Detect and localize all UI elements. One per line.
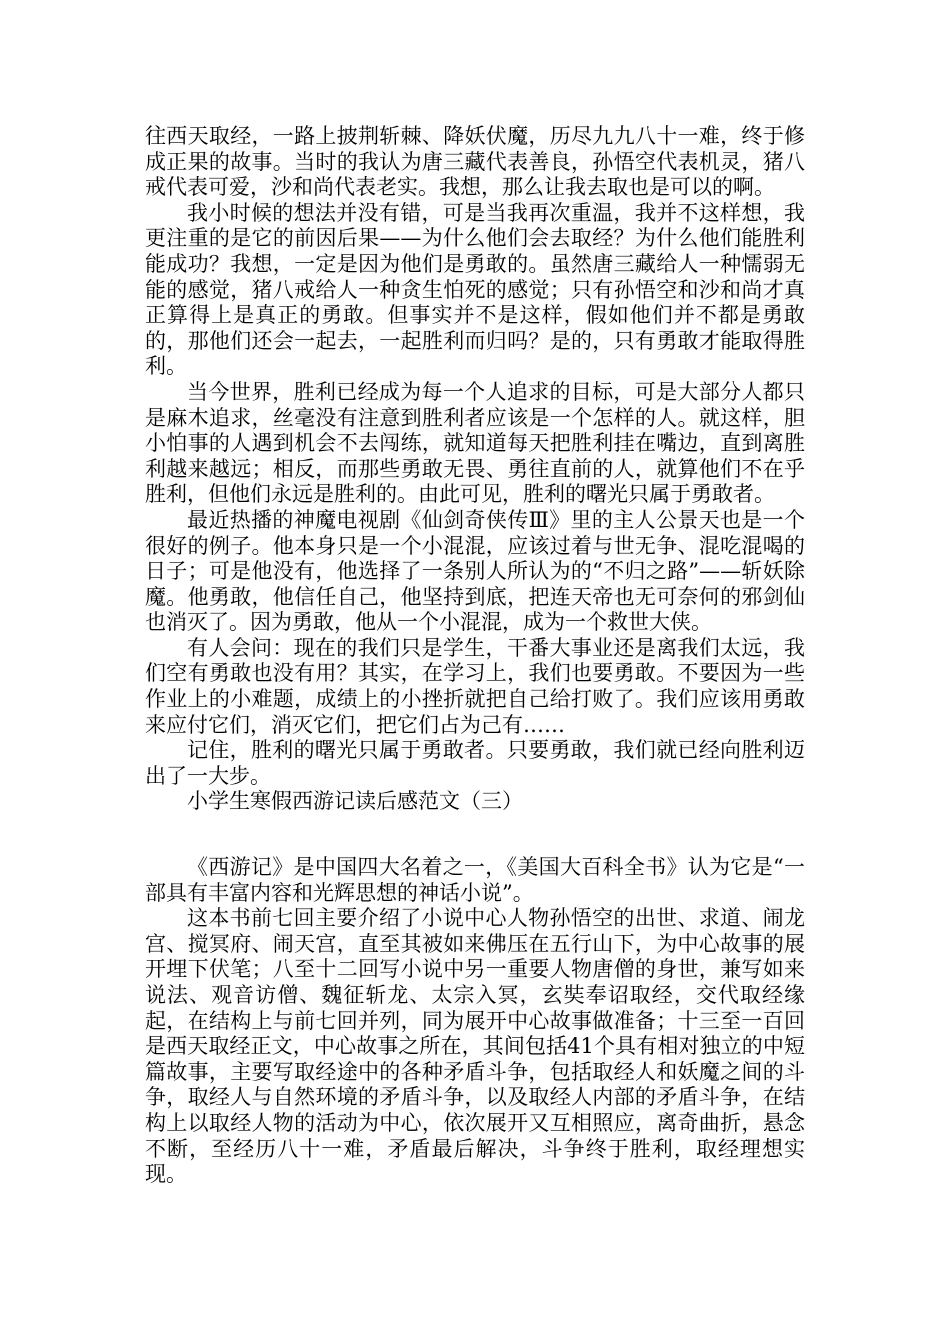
paragraph: 我小时候的想法并没有错，可是当我再次重温，我并不这样想，我更注重的是它的前因后果——为什么他们会去取经？为什么他们能胜利能成功？我想，一定是因为他们是勇敢的。虽然唐三藏给人一种懦弱无能的感觉，猪八戒给人一种贪生怕死的感觉；只有孙悟空和沙和尚才真正算得上是真正的勇敢。但事实并不是这样，假如他们并不都是勇敢的，那他们还会一起去，一起胜利而归吗？是的，只有勇敢才能取得胜利。 (145, 200, 805, 379)
section-title: 小学生寒假西游记读后感范文（三） (187, 789, 523, 814)
document-page (145, 124, 805, 1188)
paragraph: 这本书前七回主要介绍了小说中心人物孙悟空的出世、求道、闹龙宫、搅冥府、闹天宫，直至其被如来佛压在五行山下，为中心故事的展开埋下伏笔；八至十二回写小说中另一重要人物唐僧的身世，兼写如来说法、观音访僧、魏征斩龙、太宗入冥，玄奘奉诏取经，交代取经缘起，在结构上与前七回并列，同为展开中心故事做准备；十三至一百回是西天取经正文，中心故事之所在，其间包括41个具有相对独立的中短篇故事，主要写取经途中的各种矛盾斗争，包括取经人和妖魔之间的斗争，取经人与自然环境的矛盾斗争，以及取经人内部的矛盾斗争，在结构上以取经人物的活动为中心，依次展开又互相照应，离奇曲折，悬念不断，至经历八十一难，矛盾最后解决，斗争终于胜利，取经理想实现。 (145, 906, 805, 1187)
paragraph: 有人会问：现在的我们只是学生，干番大事业还是离我们太远，我们空有勇敢也没有用？其实，在学习上，我们也要勇敢。不要因为一些作业上的小难题，成绩上的小挫折就把自己给打败了。我们应该用勇敢来应付它们，消灭它们，把它们占为己有…… (145, 635, 805, 737)
paragraph: 《西游记》是中国四大名着之一，《美国大百科全书》认为它是“一部具有丰富内容和光辉思想的神话小说”。 (145, 855, 805, 905)
section-spacer (145, 815, 805, 855)
paragraph-continuation: 往西天取经，一路上披荆斩棘、降妖伏魔，历尽九九八十一难，终于修成正果的故事。当时的我认为唐三藏代表善良，孙悟空代表机灵，猪八戒代表可爱，沙和尚代表老实。我想，那么让我去取也是可以的啊。 (145, 124, 805, 200)
paragraph: 最近热播的神魔电视剧《仙剑奇侠传Ⅲ》里的主人公景天也是一个很好的例子。他本身只是一个小混混，应该过着与世无争、混吃混喝的日子；可是他没有，他选择了一条别人所认为的“不归之路”——斩妖除魔。他勇敢，他信任自己，他坚持到底，把连天帝也无可奈何的邪剑仙也消灭了。因为勇敢，他从一个小混混，成为一个救世大侠。 (145, 507, 805, 635)
paragraph: 当今世界，胜利已经成为每一个人追求的目标，可是大部分人都只是麻木追求，丝毫没有注意到胜利者应该是一个怎样的人。就这样，胆小怕事的人遇到机会不去闯练，就知道每天把胜利挂在嘴边，直到离胜利越来越远；相反，而那些勇敢无畏、勇往直前的人，就算他们不在乎胜利，但他们永远是胜利的。由此可见，胜利的曙光只属于勇敢者。 (145, 379, 805, 507)
paragraph: 记住，胜利的曙光只属于勇敢者。只要勇敢，我们就已经向胜利迈出了一大步。 (145, 738, 805, 788)
